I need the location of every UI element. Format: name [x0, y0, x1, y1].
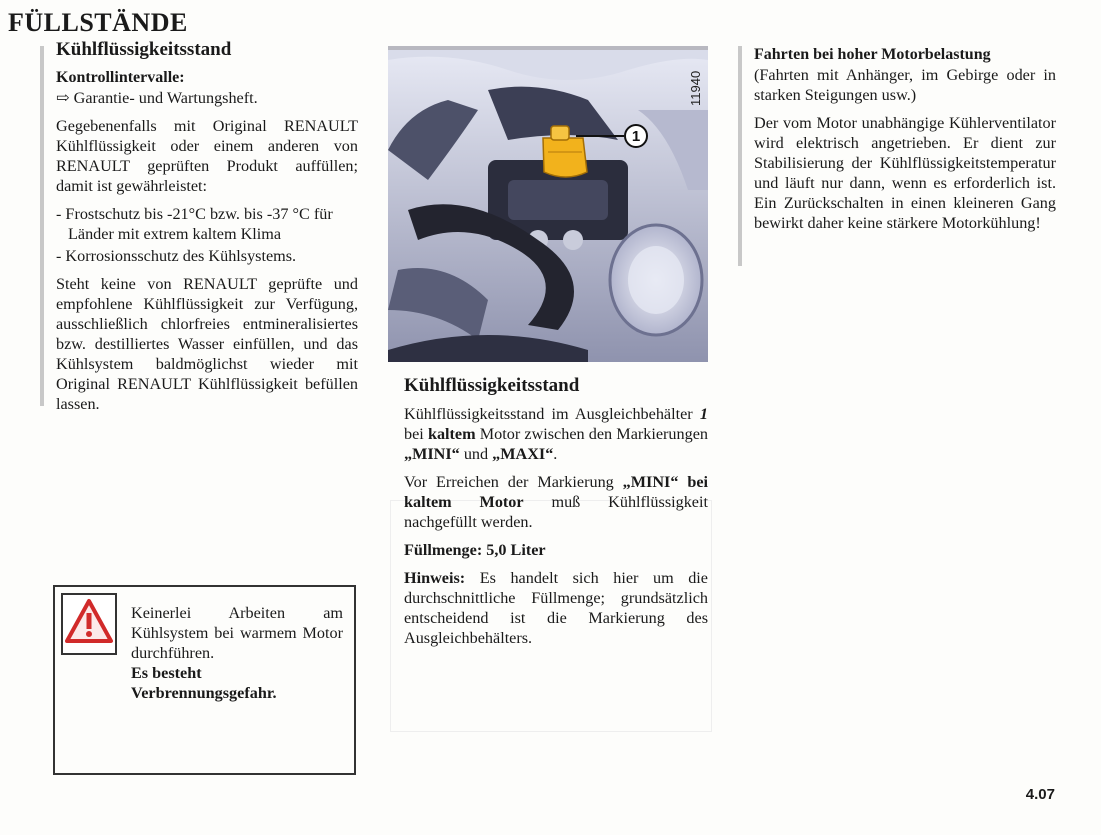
- column2-heading: Kühlflüssigkeitsstand: [404, 375, 580, 396]
- image-id-label: 11940: [688, 70, 703, 106]
- column3-heading: Fahrten bei hoher Motorbelastung: [754, 46, 991, 63]
- list-item: - Korrosionsschutz des Kühlsystems.: [56, 247, 297, 265]
- warning-box: [53, 585, 356, 775]
- reference-text: Garantie- und Wartungsheft.: [73, 89, 258, 107]
- reference-line: [56, 88, 358, 108]
- column1-bar: [40, 46, 44, 406]
- column1-paragraph: Gegebenenfalls mit Original RENAULT Kühlflüssigkeit oder einem anderen von RENAULT geprüften Produkt auffüllen; damit ist gewährleistet:: [56, 117, 358, 195]
- column2-paragraph: Kühlflüssigkeitsstand im Ausgleichbehälter 1 bei kaltem Motor zwischen den Markierungen „MINI“ und „MAXI“.: [404, 405, 708, 463]
- column1-subheading: Kontrollintervalle:: [56, 69, 185, 86]
- fill-quantity: Füllmenge: 5,0 Liter: [404, 541, 546, 559]
- protection-list: [56, 204, 358, 266]
- page-number: 4.07: [1025, 786, 1055, 803]
- warning-triangle-icon: [61, 593, 117, 655]
- column3-bar: [738, 46, 742, 266]
- note-paragraph: Hinweis: Es handelt sich hier um die durchschnittliche Füllmenge; grundsätzlich entscheidend ist die Markierung des Ausgleichbehälters.: [404, 569, 708, 647]
- column-coolant-level: [404, 376, 708, 656]
- column-high-load: [754, 45, 1056, 241]
- list-item: - Frostschutz bis -21°C bzw. bis -37 °C für Länder mit extrem kaltem Klima: [56, 205, 333, 243]
- warning-message: Keinerlei Arbeiten am Kühlsystem bei warmem Motor durchführen.: [131, 604, 343, 662]
- warning-bold-message: Es besteht Verbrennungsgefahr.: [131, 664, 277, 702]
- reference-arrow-icon: ⇨: [56, 89, 70, 107]
- column1-heading: Kühlflüssigkeitsstand: [56, 39, 232, 60]
- callout-number: 1: [631, 128, 641, 145]
- column3-paragraph: Der vom Motor unabhängige Kühlerventilator wird elektrisch angetrieben. Er dient zur Stabilisierung der Kühlflüssigkeitstemperatur und läuft nur dann, wenn es erforderlich ist. Ein Zurückschalten in einen kleineren Gang bewirkt daher keine stärkere Motorkühlung!: [754, 114, 1056, 232]
- column2-paragraph: Vor Erreichen der Markierung „MINI“ bei kaltem Motor muß Kühlflüssigkeit nachgefüllt werden.: [404, 473, 708, 531]
- column-coolant-intervals: [56, 40, 358, 422]
- column3-paragraph: (Fahrten mit Anhänger, im Gebirge oder in starken Steigungen usw.): [754, 66, 1056, 104]
- column1-paragraph: Steht keine von RENAULT geprüfte und empfohlene Kühlflüssigkeit zur Verfügung, ausschließlich chlorfreies entmineralisiertes bzw. destilliertes Wasser einfüllen, und das Kühlsystem baldmöglichst wieder mit Original RENAULT Kühlflüssigkeit befüllen lassen.: [56, 275, 358, 413]
- warning-text: [131, 603, 343, 703]
- engine-bay-photo: [388, 46, 708, 362]
- page-title: FÜLLSTÄNDE: [8, 8, 188, 37]
